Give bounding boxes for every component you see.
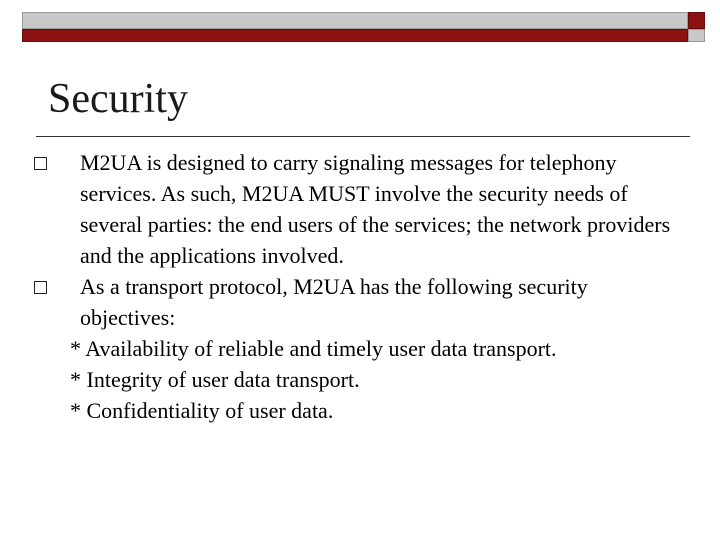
- bullet-item: [34, 147, 684, 271]
- header-corner-red-square: [688, 12, 705, 29]
- objective-line: * Availability of reliable and timely user data transport.: [70, 336, 557, 361]
- objective-line: * Confidentiality of user data.: [70, 398, 334, 423]
- hollow-square-bullet-icon: [34, 157, 47, 170]
- title-divider: [36, 136, 690, 137]
- bullet-text: M2UA is designed to carry signaling messages for telephony services. As such, M2UA MUST involve the security needs of several parties: the end users of the services; the network providers and the applications involved.: [80, 150, 671, 268]
- slide-title: Security: [48, 76, 188, 122]
- bullet-text: As a transport protocol, M2UA has the following security objectives:: [80, 274, 588, 330]
- slide-body: [34, 147, 684, 426]
- header-red-stripe: [22, 29, 688, 42]
- header-gray-bar: [22, 12, 688, 29]
- bullet-item: [34, 271, 684, 333]
- header-corner-gray-square: [688, 29, 705, 42]
- objective-line: * Integrity of user data transport.: [70, 367, 360, 392]
- hollow-square-bullet-icon: [34, 281, 47, 294]
